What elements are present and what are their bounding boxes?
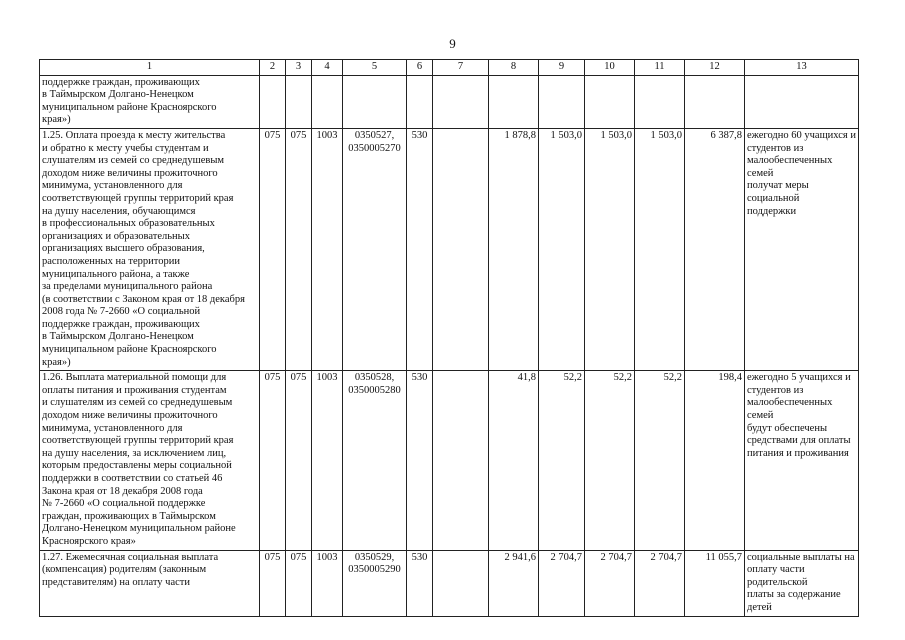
cell-col11: 52,2 bbox=[635, 371, 685, 550]
cell-col9: 2 704,7 bbox=[539, 550, 585, 616]
cell-col12: 11 055,7 bbox=[685, 550, 745, 616]
table-row bbox=[40, 128, 859, 370]
col-header-1: 1 bbox=[40, 60, 260, 76]
col-header-4: 4 bbox=[312, 60, 343, 76]
col-header-12: 12 bbox=[685, 60, 745, 76]
cell-col9 bbox=[539, 75, 585, 128]
cell-col7 bbox=[433, 550, 489, 616]
cell-result bbox=[745, 75, 859, 128]
cell-col8: 2 941,6 bbox=[489, 550, 539, 616]
cell-rz: 075 bbox=[286, 371, 312, 550]
cell-result: социальные выплаты на оплату части родительской платы за содержание детей bbox=[745, 550, 859, 616]
cell-csr: 0350529, 0350005290 bbox=[343, 550, 407, 616]
cell-col12: 198,4 bbox=[685, 371, 745, 550]
cell-rz: 075 bbox=[286, 550, 312, 616]
row-description: 1.27. Ежемесячная социальная выплата (компенсация) родителям (законным представителям) на оплату части bbox=[40, 550, 260, 616]
cell-col9: 1 503,0 bbox=[539, 128, 585, 370]
column-number-row bbox=[40, 60, 859, 76]
cell-grbs: 075 bbox=[260, 550, 286, 616]
col-header-8: 8 bbox=[489, 60, 539, 76]
cell-pr: 1003 bbox=[312, 371, 343, 550]
cell-col12: 6 387,8 bbox=[685, 128, 745, 370]
col-header-11: 11 bbox=[635, 60, 685, 76]
cell-col10: 1 503,0 bbox=[585, 128, 635, 370]
cell-col7 bbox=[433, 128, 489, 370]
cell-col10 bbox=[585, 75, 635, 128]
cell-col7 bbox=[433, 371, 489, 550]
cell-col10: 52,2 bbox=[585, 371, 635, 550]
cell-csr bbox=[343, 75, 407, 128]
cell-col9: 52,2 bbox=[539, 371, 585, 550]
cell-col11 bbox=[635, 75, 685, 128]
row-description: 1.26. Выплата материальной помощи для оплаты питания и проживания студентам и слушателям из семей со среднедушевым доходом ниже величины прожиточного минимума, установленного для соответствующей группы территорий края на душу населения, за исключением лиц, которым предоставлены меры социальной поддержки в соответствии со статьей 46 Закона края от 18 декабря 2008 года № 7-2660 «О социальной поддержке граждан, проживающих в Таймырском Долгано-Ненецком муниципальном районе Красноярского края» bbox=[40, 371, 260, 550]
cell-grbs: 075 bbox=[260, 128, 286, 370]
cell-rz bbox=[286, 75, 312, 128]
col-header-10: 10 bbox=[585, 60, 635, 76]
cell-grbs: 075 bbox=[260, 371, 286, 550]
row-description: 1.25. Оплата проезда к месту жительства и обратно к месту учебы студентам и слушателям из семей со среднедушевым доходом ниже величины прожиточного минимума, установленного для соответствующей группы территорий края на душу населения, обучающимся в профессиональных образовательных организациях и образовательных организациях высшего образования, расположенных на территории муниципального района, а также за пределами муниципального района (в соответствии с Законом края от 18 декабря 2008 года № 7-2660 «О социальной поддержке граждан, проживающих в Таймырском Долгано-Ненецком муниципальном районе Красноярского края») bbox=[40, 128, 260, 370]
cell-pr: 1003 bbox=[312, 128, 343, 370]
cell-col10: 2 704,7 bbox=[585, 550, 635, 616]
table-row bbox=[40, 75, 859, 128]
cell-vr: 530 bbox=[407, 550, 433, 616]
col-header-3: 3 bbox=[286, 60, 312, 76]
cell-csr: 0350528, 0350005280 bbox=[343, 371, 407, 550]
cell-col11: 1 503,0 bbox=[635, 128, 685, 370]
table-row bbox=[40, 371, 859, 550]
col-header-2: 2 bbox=[260, 60, 286, 76]
cell-pr: 1003 bbox=[312, 550, 343, 616]
cell-col8: 1 878,8 bbox=[489, 128, 539, 370]
col-header-7: 7 bbox=[433, 60, 489, 76]
cell-result: ежегодно 60 учащихся и студентов из малообеспеченных семей получат меры социальной поддержки bbox=[745, 128, 859, 370]
cell-col7 bbox=[433, 75, 489, 128]
col-header-9: 9 bbox=[539, 60, 585, 76]
budget-table bbox=[39, 59, 859, 617]
cell-vr: 530 bbox=[407, 371, 433, 550]
cell-col8: 41,8 bbox=[489, 371, 539, 550]
cell-vr: 530 bbox=[407, 128, 433, 370]
cell-pr bbox=[312, 75, 343, 128]
table-row bbox=[40, 550, 859, 616]
col-header-13: 13 bbox=[745, 60, 859, 76]
cell-csr: 0350527, 0350005270 bbox=[343, 128, 407, 370]
row-description: поддержке граждан, проживающих в Таймырском Долгано-Ненецком муниципальном районе Красноярского края») bbox=[40, 75, 260, 128]
col-header-5: 5 bbox=[343, 60, 407, 76]
cell-col8 bbox=[489, 75, 539, 128]
page-number: 9 bbox=[449, 36, 456, 51]
cell-rz: 075 bbox=[286, 128, 312, 370]
cell-col11: 2 704,7 bbox=[635, 550, 685, 616]
col-header-6: 6 bbox=[407, 60, 433, 76]
cell-result: ежегодно 5 учащихся и студентов из малообеспеченных семей будут обеспечены средствами для оплаты питания и проживания bbox=[745, 371, 859, 550]
cell-grbs bbox=[260, 75, 286, 128]
cell-col12 bbox=[685, 75, 745, 128]
cell-vr bbox=[407, 75, 433, 128]
